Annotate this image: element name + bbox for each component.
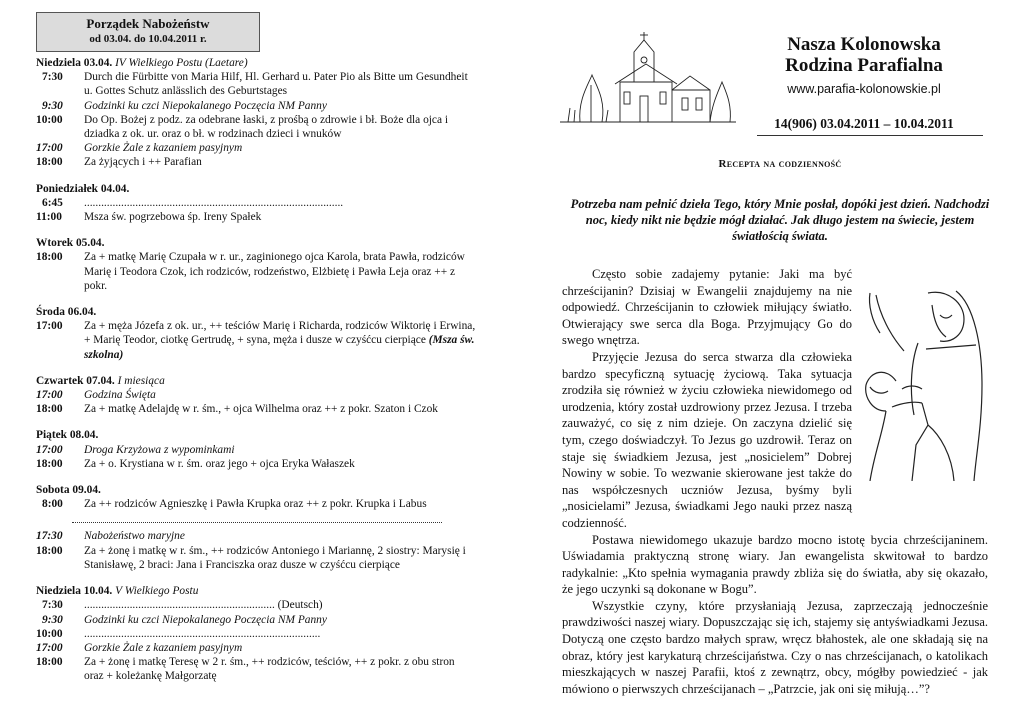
mass-time: 17:00 — [36, 142, 63, 155]
mass-time: 18:00 — [36, 251, 63, 264]
section-title: Recepta na codzienność — [718, 158, 842, 170]
day-block — [36, 56, 476, 170]
schedule-row — [36, 70, 476, 98]
day-block — [36, 374, 476, 417]
mass-intention: Za żyjących i ++ Parafian — [84, 156, 202, 169]
mass-intention: Msza św. pogrzebowa śp. Ireny Spałek — [84, 211, 262, 224]
day-heading — [36, 483, 476, 497]
mass-intention: Za + matkę Marię Czupała w r. ur., zaginionego ojca Karola, brata Pawła, rodziców Marię i Teodora Czok, ich rodziców, rodzeństwo, Elżbietę i Pawła Leja oraz ++ z pokr. — [84, 251, 465, 292]
title-line-1: Nasza Kolonowska — [787, 34, 941, 55]
schedule-row — [36, 627, 476, 641]
day-heading — [36, 56, 476, 70]
article-paragraph-4: Wszystkie czyny, które przysłaniają Jezusa, zaprzeczają jednocześnie prawdziwości naszej wiary. Dopuszczając się ich, stajemy się antyświadkami Jezusa. Dotyczą one często bardzo małych spraw, wręcz błahostek, ale one składają się na obraz, który jest karykaturą chrześcijaństwa. Czy o nas chrześcijanach, o katolikach mieszkających w naszej Parafii, ktoś z zewnątrz, obcy, mógłby powiedzieć - jak mówiono o pierwszych chrześcijanach – „Patrzcie, jak oni się miłują…”? — [562, 598, 988, 696]
day-block — [36, 236, 476, 293]
mass-time: 9:30 — [42, 613, 63, 626]
mass-intention: ................................................................... (Deutsch) — [84, 599, 323, 612]
day-liturgy: V Wielkiego Postu — [115, 585, 199, 598]
article-paragraph-3: Postawa niewidomego ukazuje bardzo mocno istotę bycia chrześcijaninem. Uświadamia praktyczną stronę wiary. Jan ewangelista skwitował to bardzo radykalnie: „Kto spełnia wymagania prawdy zbliża się do światła, aby się okazało, że jego uczynki są dokonane w Bogu”. — [562, 532, 988, 597]
schedule-row — [36, 155, 476, 169]
newsletter-title — [744, 34, 984, 76]
schedule-row — [36, 655, 476, 683]
day-heading — [36, 584, 476, 598]
mass-intention: Godzinki ku czci Niepokalanego Poczęcia NM Panny — [84, 99, 327, 112]
mass-intention: Nabożeństwo maryjne — [84, 530, 185, 543]
day-block — [36, 428, 476, 471]
schedule-row — [36, 141, 476, 155]
church-illustration — [560, 30, 736, 130]
day-block — [36, 483, 476, 511]
mass-time: 18:00 — [36, 544, 63, 557]
issue-number: 14(906) 03.04.2011 – 10.04.2011 — [774, 116, 954, 131]
mass-time: 9:30 — [42, 99, 63, 112]
title-line-2: Rodzina Parafialna — [785, 55, 943, 76]
mass-time: 17:30 — [36, 530, 63, 543]
mass-time: 17:00 — [36, 443, 63, 456]
mass-time: 8:00 — [42, 498, 63, 511]
mass-time: 10:00 — [36, 627, 63, 640]
website-url: www.parafia-kolonowskie.pl — [787, 82, 941, 96]
day-date: Niedziela 10.04. — [36, 585, 113, 598]
bible-quote: Potrzeba nam pełnić dzieła Tego, który Mnie posłał, dopóki jest dzień. Nadchodzi noc, kiedy nikt nie będzie mógł działać. Jak długo jestem na świecie, jestem światłością świata. — [570, 197, 990, 243]
mass-intention: ........................................................................................... — [84, 196, 344, 209]
mass-intention: Za + o. Krystiana w r. śm. oraz jego + ojca Eryka Wałaszek — [84, 457, 355, 470]
mass-time: 7:30 — [42, 71, 63, 84]
schedule-row — [36, 598, 476, 612]
mass-intention: Durch die Fürbitte von Maria Hilf, Hl. Gerhard u. Pater Pio als Bitte um Gesundheit u. Gottes Schutz anlässlich des Geburtstages — [84, 71, 468, 98]
mass-intention: Za + żonę i matkę w r. śm., ++ rodziców Antoniego i Mariannę, 2 siostry: Marysię i Stanisławę, 2 braci: Jana i Franciszka oraz dusze w czyśćcu cierpiące — [84, 544, 466, 571]
day-heading — [36, 236, 476, 250]
dotted-separator — [72, 521, 442, 523]
mass-intention: Za + męża Józefa z ok. ur., ++ teściów Marię i Richarda, rodziców Wiktorię i Erwina, + Marię Teodor, ciotkę Gertrudę, + syna, męża i dusze w czyśćcu cierpiące (Msza św. szkolna) — [84, 320, 476, 361]
mass-intention: Droga Krzyżowa z wypominkami — [84, 443, 235, 456]
mass-intention: Do Op. Bożej z podz. za odebrane łaski, z prośbą o zdrowie i bł. Boże dla ojca i dziadka z ok. ur. oraz o bł. w rodzinach dzieci i wnuków — [84, 113, 449, 141]
day-block — [36, 305, 476, 362]
mass-time: 11:00 — [36, 211, 62, 224]
article-paragraph-2: Przyjęcie Jezusa do serca stwarza dla człowieka bardzo specyficzną sytuację życiową. Taka sytuacja zrodziła się również w życiu człowieka niewidomego od urodzenia, który został uzdrowiony przez Jezusa. I trzeba zauważyć, co się z nim dzieje. On zaczyna dzielić się tym, czego doświadczył. To Jezus go uzdrowił. Teraz on staje się świadkiem Jezusa, jest „nosicielem” Dobrej Nowiny w sobie. To wezwanie skierowane jest także do nas współczesnych uczniów Jezusa, byśmy byli „nosicielami” Jezusa, świadkami Jego nauki przez naszą codzienność. — [562, 349, 852, 530]
schedule-row — [36, 641, 476, 655]
day-heading — [36, 374, 476, 388]
schedule-header-box — [36, 12, 260, 52]
schedule-row — [36, 457, 476, 471]
mass-intention: ................................................................................... — [84, 627, 321, 640]
mass-intention: Gorzkie Żale z kazaniem pasyjnym — [84, 641, 243, 654]
masthead-rule — [757, 135, 983, 136]
schedule-days — [36, 56, 476, 511]
day-sunday-2 — [36, 584, 476, 683]
mass-intention: Godzinki ku czci Niepokalanego Poczęcia NM Panny — [84, 613, 327, 626]
schedule-row — [36, 613, 476, 627]
day-date: Sobota 09.04. — [36, 484, 101, 497]
saturday-evening — [36, 529, 476, 572]
day-liturgy: IV Wielkiego Postu (Laetare) — [115, 57, 248, 69]
mass-time: 18:00 — [36, 403, 63, 416]
schedule-row — [36, 544, 476, 572]
mass-time: 17:00 — [36, 320, 63, 333]
mass-time: 18:00 — [36, 156, 63, 169]
day-liturgy: I miesiąca — [117, 374, 165, 387]
mass-time: 17:00 — [36, 389, 63, 402]
mass-intention: Za + żonę i matkę Teresę w 2 r. śm., ++ rodziców, teściów, ++ z pokr. z obu stron oraz + koleżankę Małgorzatę — [84, 656, 455, 683]
schedule-row — [36, 388, 476, 402]
mass-note: (Msza św. szkolna) — [84, 334, 475, 361]
mass-intention: Godzina Święta — [84, 389, 156, 402]
schedule-row — [36, 196, 476, 210]
day-heading — [36, 305, 476, 319]
mass-time: 17:00 — [36, 641, 63, 654]
schedule-row — [36, 497, 476, 511]
schedule-row — [36, 402, 476, 416]
day-date: Poniedziałek 04.04. — [36, 182, 130, 195]
schedule-row — [36, 319, 476, 362]
mass-time: 7:30 — [42, 599, 63, 612]
mass-time: 18:00 — [36, 457, 63, 470]
schedule-title: Porządek Nabożeństw — [86, 16, 210, 31]
article-paragraph-1: Często sobie zadajemy pytanie: Jaki ma być chrześcijanin? Dzisiaj w Ewangelii znajdujemy na nie odpowiedź. Chrześcijanin to człowiek miłujący światło. Otwierający swe serca dla Boga. Przyjmujący Go do swego wnętrza. — [562, 267, 852, 348]
day-date: Wtorek 05.04. — [36, 237, 105, 250]
mass-time: 18:00 — [36, 656, 63, 669]
schedule-range: od 03.04. do 10.04.2011 r. — [89, 33, 207, 45]
day-heading — [36, 182, 476, 196]
day-heading — [36, 428, 476, 442]
schedule-row — [36, 443, 476, 457]
schedule-row — [36, 529, 476, 543]
jesus-healing-illustration — [856, 285, 992, 481]
mass-time: 10:00 — [36, 113, 63, 126]
day-date: Czwartek 07.04. — [36, 374, 115, 387]
day-block — [36, 182, 476, 225]
mass-intention: Gorzkie Żale z kazaniem pasyjnym — [84, 142, 243, 155]
mass-time: 6:45 — [42, 196, 63, 209]
schedule-row — [36, 113, 476, 141]
day-date: Niedziela 03.04. — [36, 57, 113, 69]
schedule-row — [36, 210, 476, 224]
schedule-row — [36, 99, 476, 113]
day-date: Środa 06.04. — [36, 306, 97, 319]
schedule-column — [36, 12, 476, 684]
mass-intention: Za + matkę Adelajdę w r. śm., + ojca Wilhelma oraz ++ z pokr. Szaton i Czok — [84, 403, 438, 416]
mass-intention: Za ++ rodziców Agnieszkę i Pawła Krupka oraz ++ z pokr. Krupka i Labus — [84, 498, 427, 511]
day-date: Piątek 08.04. — [36, 429, 99, 442]
schedule-row — [36, 250, 476, 293]
